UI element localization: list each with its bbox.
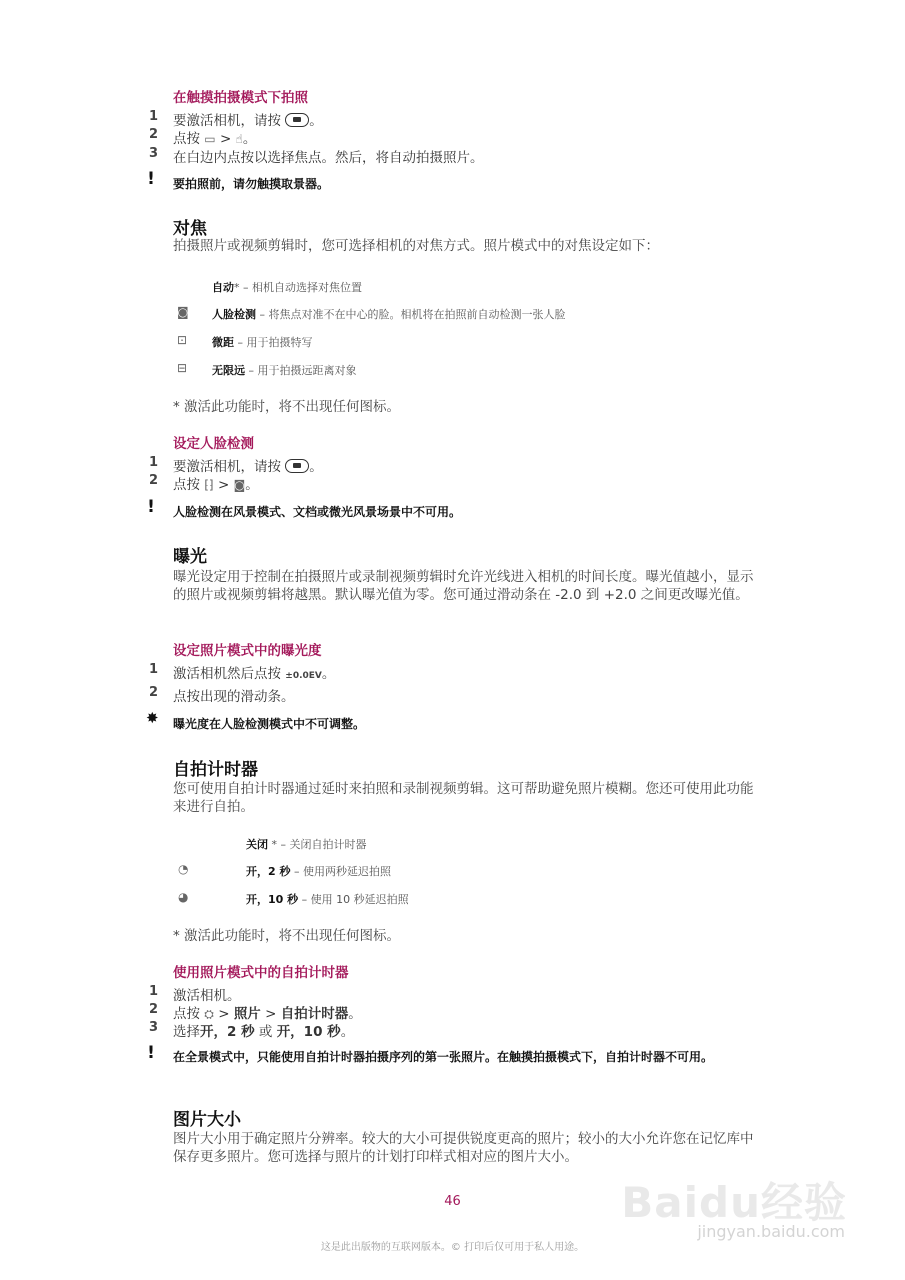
section-title-self-timer: 使用照片模式中的自拍计时器 xyxy=(173,965,349,981)
step-text: 激活相机然后点按 ±0.0EV。 xyxy=(173,666,336,682)
step-number: 2 xyxy=(149,473,159,488)
step-number: 3 xyxy=(149,146,159,161)
timer-2s-icon: ◔ xyxy=(178,862,189,876)
step-text: 在白边内点按以选择焦点。然后，将自动拍摄照片。 xyxy=(173,150,484,166)
timer-option-2s: 开，2 秒 – 使用两秒延迟拍照 xyxy=(246,865,391,878)
timer-option-10s: 开，10 秒 – 使用 10 秒延迟拍照 xyxy=(246,893,409,906)
exposure-paragraph: 曝光设定用于控制在拍摄照片或录制视频剪辑时允许光线进入相机的时间长度。曝光值越小，显示的照片或视频剪辑将越黑。默认曝光值为零。您可通过滑动条在 -2.0 到 +2.0 之间更改曝光值。 xyxy=(173,569,754,603)
heading-self-timer: 自拍计时器 xyxy=(173,760,258,780)
focus-paragraph: 拍摄照片或视频剪辑时，您可选择相机的对焦方式。照片模式中的对焦设定如下： xyxy=(173,238,659,254)
step-number: 2 xyxy=(149,685,159,700)
heading-image-size: 图片大小 xyxy=(173,1110,241,1130)
step-text: 激活相机。 xyxy=(173,988,241,1004)
focus-footnote: * 激活此功能时，将不出现任何图标。 xyxy=(173,399,401,415)
step-number: 1 xyxy=(149,109,159,124)
footer-text: 这是此出版物的互联网版本。© 打印后仅可用于私人用途。 xyxy=(320,1242,585,1253)
focus-option-face: 人脸检测 – 将焦点对准不在中心的脸。相机将在拍照前自动检测一张人脸 xyxy=(212,308,566,321)
camera-key-icon xyxy=(285,113,309,127)
exposure-value-icon: ±0.0EV xyxy=(285,671,322,681)
warning-icon: ! xyxy=(147,497,155,517)
touch-capture-icon: ☝ xyxy=(235,132,243,146)
step-number: 1 xyxy=(149,455,159,470)
step-number: 1 xyxy=(149,984,159,999)
section-title-touch-capture: 在触摸拍摄模式下拍照 xyxy=(173,90,308,106)
note-text: 要拍照前，请勿触摸取景器。 xyxy=(173,177,330,191)
step-text: 点按 ⁅⁆ > ◙。 xyxy=(173,477,259,493)
heading-focus: 对焦 xyxy=(173,219,207,239)
focus-option-macro: 微距 – 用于拍摄特写 xyxy=(212,336,313,349)
step-number: 2 xyxy=(149,127,159,142)
macro-icon: ⊡ xyxy=(177,333,188,347)
warning-icon: ! xyxy=(147,1043,155,1063)
focus-option-infinity: 无限远 – 用于拍摄远距离对象 xyxy=(212,364,357,377)
step-text: 要激活相机，请按 。 xyxy=(173,113,323,129)
page-number: 46 xyxy=(444,1194,461,1209)
step-number: 3 xyxy=(149,1020,159,1035)
step-number: 2 xyxy=(149,1002,159,1017)
focus-option-auto: 自动* – 相机自动选择对焦位置 xyxy=(212,281,362,294)
baidu-watermark-url: jingyan.baidu.com xyxy=(697,1222,845,1241)
menu-icon: ▭ xyxy=(204,132,216,146)
warning-icon: ! xyxy=(147,169,155,189)
note-text: 人脸检测在风景模式、文档或微光风景场景中不可用。 xyxy=(173,505,462,519)
step-number: 1 xyxy=(149,662,159,677)
tip-icon: ✸ xyxy=(146,709,159,727)
image-size-paragraph: 图片大小用于确定照片分辨率。较大的大小可提供锐度更高的照片；较小的大小允许您在记忆库中保存更多照片。您可选择与照片的计划打印样式相对应的图片大小。 xyxy=(173,1131,754,1165)
timer-10s-icon: ◕ xyxy=(178,890,189,904)
tip-text: 曝光度在人脸检测模式中不可调整。 xyxy=(173,717,366,731)
focus-mode-icon: ⁅⁆ xyxy=(204,478,214,492)
section-title-exposure: 设定照片模式中的曝光度 xyxy=(173,643,322,659)
baidu-watermark-logo: Baidu经验 xyxy=(621,1178,847,1227)
face-detection-icon: ◙ xyxy=(177,305,189,319)
heading-exposure: 曝光 xyxy=(173,547,207,567)
timer-option-off: 关闭 * – 关闭自拍计时器 xyxy=(246,838,367,851)
step-text: 要激活相机，请按 。 xyxy=(173,459,323,475)
self-timer-paragraph: 您可使用自拍计时器通过延时来拍照和录制视频剪辑。这可帮助避免照片模糊。您还可使用此功能来进行自拍。 xyxy=(173,781,754,815)
step-text: 点按 ⛭ > 照片 > 自拍计时器。 xyxy=(173,1006,362,1022)
section-title-face-detection: 设定人脸检测 xyxy=(173,436,254,452)
settings-icon: ⛭ xyxy=(204,1007,214,1021)
camera-key-icon xyxy=(285,459,309,473)
infinity-icon: ⊟ xyxy=(177,361,188,375)
note-text: 在全景模式中，只能使用自拍计时器拍摄序列的第一张照片。在触摸拍摄模式下，自拍计时器不可用。 xyxy=(173,1050,714,1064)
step-text: 点按 ▭ > ☝。 xyxy=(173,131,257,147)
face-detection-icon: ◙ xyxy=(233,478,246,492)
step-text: 点按出现的滑动条。 xyxy=(173,689,295,705)
self-timer-footnote: * 激活此功能时，将不出现任何图标。 xyxy=(173,928,401,944)
step-text: 选择开，2 秒 或 开，10 秒。 xyxy=(173,1024,355,1040)
